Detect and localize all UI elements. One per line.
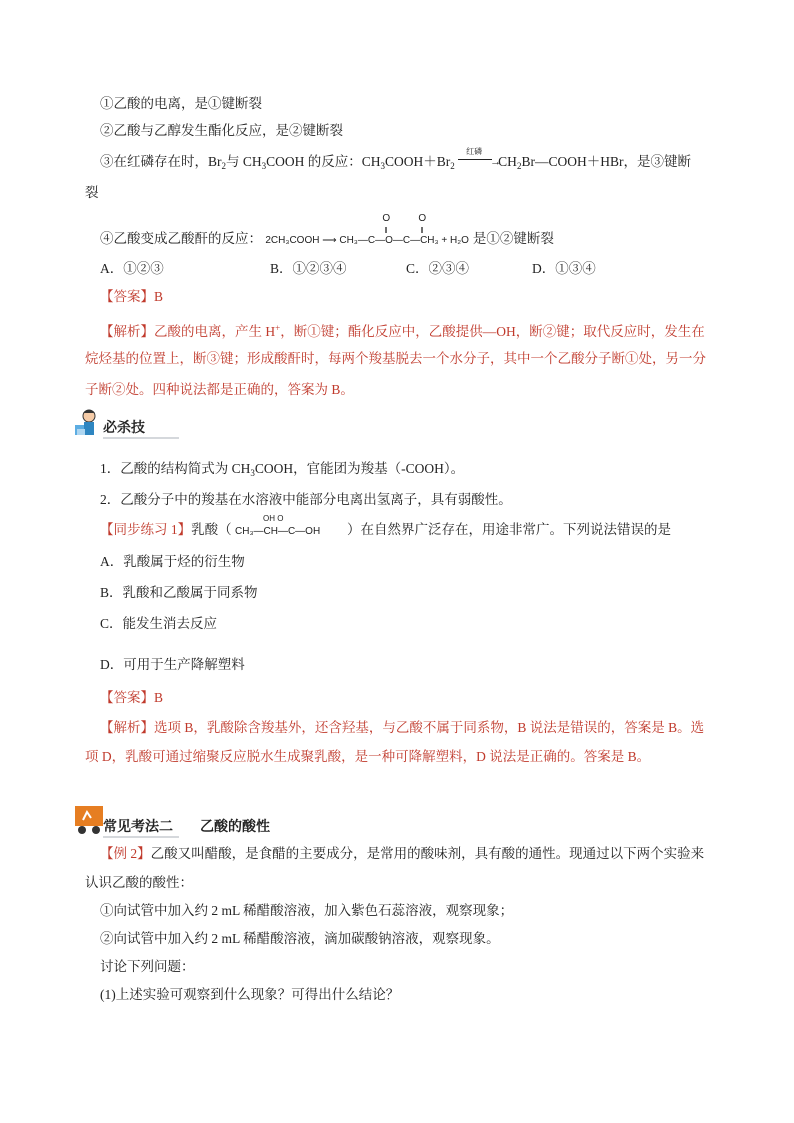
section-tips-header <box>75 407 185 437</box>
arrow-right-icon: → <box>490 156 502 168</box>
statement-3-continued: 裂 <box>85 185 99 200</box>
answer-2: 【答案】B <box>100 690 164 705</box>
example-2-line-1: 【例 2】乙酸又叫醋酸，是食醋的主要成分，是常用的酸味剂，具有酸的通性。现通过以下两个实验来 <box>100 846 705 861</box>
tip-1: 1．乙酸的结构简式为 $CH_3COOH$，官能团为羧基（-COOH）。 <box>100 461 465 478</box>
lactic-acid-formula: OH O CH₃—CH—C—OH <box>235 514 321 537</box>
reaction-arrow: 红磷 → <box>458 152 498 166</box>
example-2-question-1: (1)上述实验可观察到什么现象？可得出什么结论？ <box>100 987 400 1002</box>
statement-4: ④乙酸变成乙酸酐的反应： O ‖ O ‖ 2CH₃COOH ⟶ CH₃—C—O—C—CH₃ + H₂O 是①②键断裂 <box>100 229 554 251</box>
statement-2: ②乙酸与乙醇发生酯化反应，是②键断裂 <box>100 123 343 138</box>
option2-a: A．乳酸属于烃的衍生物 <box>100 554 245 569</box>
analysis-1-line-1: 【解析】乙酸的电离，产生 H+，断①键；酯化反应中，乙酸提供—OH，断②键；取代反应时，发生在 <box>100 323 705 339</box>
analysis-1-line-3: 子断②处。四种说法都是正确的，答案为 B。 <box>85 382 354 397</box>
analysis-1-line-2: 烷烃基的位置上，断③键；形成酸酐时，每两个羧基脱去一个水分子，其中一个乙酸分子断①处，另一分 <box>85 351 706 366</box>
statement-3: ③在红磷存在时，$Br_2$与 $CH_3COOH$ 的反应：$CH_3COOH+Br_2$ 红磷 → $CH_2Br—COOH+HBr$，是③键断 <box>100 147 691 171</box>
analysis-2-line-1: 【解析】选项 B，乳酸除含羧基外，还含羟基，与乙酸不属于同系物，B 说法是错误的，答案是 B。选 <box>100 720 705 735</box>
tip-2: 2．乙酸分子中的羧基在水溶液中能部分电离出氢离子，具有弱酸性。 <box>100 492 512 507</box>
chalkboard-icon <box>75 806 103 836</box>
option2-c: C．能发生消去反应 <box>100 616 218 631</box>
answer-1: 【答案】B <box>100 289 164 304</box>
example-2-line-4: ②向试管中加入约 2 mL 稀醋酸溶液，滴加碳酸钠溶液，观察现象。 <box>100 931 500 946</box>
section-2-subtitle: 乙酸的酸性 <box>200 818 270 834</box>
example-2-line-2: 认识乙酸的酸性： <box>85 875 193 890</box>
section-2-title: 常见考法二 <box>103 818 173 834</box>
option-c: C．②③④ <box>406 261 470 276</box>
analysis-2-line-2: 项 D，乳酸可通过缩聚反应脱水生成聚乳酸，是一种可降解塑料，D 说法是正确的。答案是 B。 <box>85 749 651 764</box>
option-a: A．①②③ <box>100 261 164 276</box>
option-b: B．①②③④ <box>270 261 347 276</box>
example-2-line-3: ①向试管中加入约 2 mL 稀醋酸溶液，加入紫色石蕊溶液，观察现象； <box>100 903 514 918</box>
option2-d: D．可用于生产降解塑料 <box>100 657 245 672</box>
statement-1: ①乙酸的电离，是①键断裂 <box>100 96 262 111</box>
anhydride-formula: O ‖ O ‖ 2CH₃COOH ⟶ CH₃—C—O—C—CH₃ + H₂O <box>265 213 469 246</box>
teacher-icon <box>75 407 103 437</box>
example-2-line-5: 讨论下列问题： <box>100 959 195 974</box>
option-d: D．①③④ <box>532 261 596 276</box>
sync-exercise-1: 【同步练习 1】乳酸（ OH O CH₃—CH—C—OH ）在自然界广泛存在，用途非常广。下列说法错误的是 <box>100 520 671 542</box>
option2-b: B．乳酸和乙酸属于同系物 <box>100 585 258 600</box>
section-tips-title: 必杀技 <box>103 419 145 435</box>
section-2-header <box>75 806 295 836</box>
